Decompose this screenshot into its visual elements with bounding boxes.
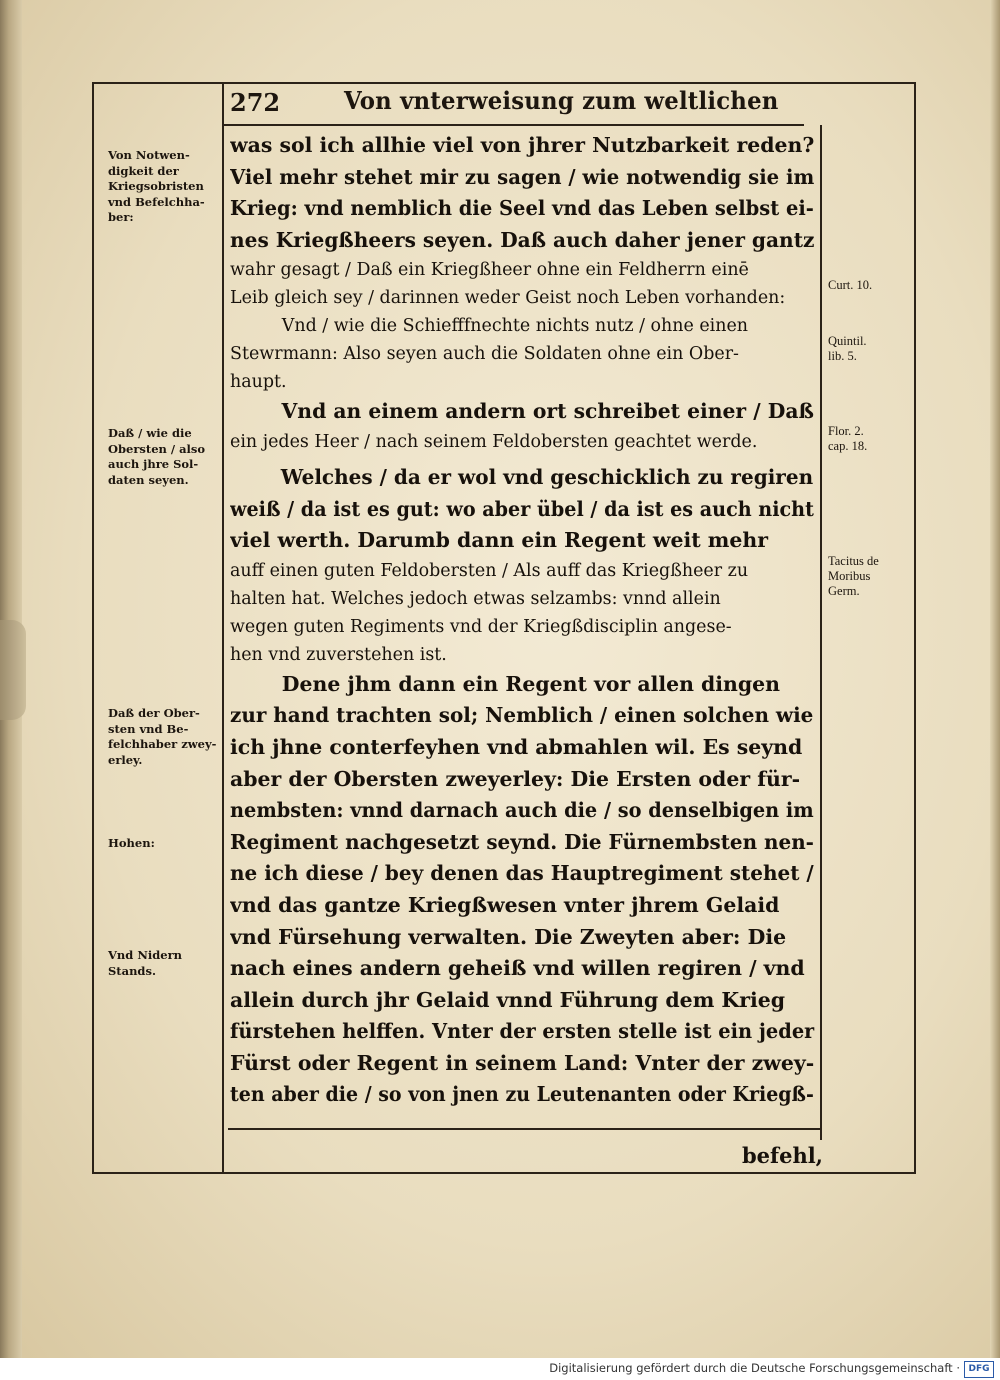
page-fore-edge: [990, 0, 1000, 1358]
text-line: auff einen guten Feldobersten / Als auff das Kriegßheer zu: [230, 560, 749, 581]
text-line: Krieg: vnd nemblich die Seel vnd das Leben selbst ei-: [230, 196, 814, 221]
text-line: Viel mehr stehet mir zu sagen / wie notwendig sie im: [230, 164, 815, 189]
left-note: [108, 706, 222, 768]
body-text: [230, 130, 816, 1111]
note-line: Obersten / also: [108, 441, 206, 456]
left-note: [108, 836, 222, 852]
note-line: Flor. 2.: [828, 424, 864, 438]
catchword: befehl,: [742, 1143, 823, 1168]
footer-rule: [228, 1128, 822, 1130]
text-line: ne ich diese / bey denen das Hauptregiment stehet /: [230, 861, 814, 886]
right-note: [828, 334, 916, 364]
page-number: 272: [230, 88, 281, 117]
note-line: Hohen:: [108, 836, 155, 850]
text-line: ein jedes Heer / nach seinem Feldobersten geachtet werde.: [230, 431, 758, 452]
funding-credit: Digitalisierung gefördert durch die Deutsche Forschungsgemeinschaft ·: [549, 1361, 960, 1375]
text-line: fürstehen helffen. Vnter der ersten stelle ist ein jeder: [230, 1019, 815, 1044]
note-line: Vnd Nidern: [108, 948, 182, 962]
note-line: vnd Befelchha-: [108, 194, 205, 209]
text-line: wahr gesagt / Daß ein Kriegßheer ohne ein Feldherrn einē: [230, 260, 749, 281]
right-note: [828, 278, 916, 293]
text-line: ten aber die / so von jnen zu Leutenanten oder Kriegß-: [230, 1082, 814, 1107]
text-line: hen vnd zuverstehen ist.: [230, 644, 447, 665]
note-line: auch jhre Sol-: [108, 457, 199, 471]
text-line: ich jhne conterfeyhen vnd abmahlen wil. Es seynd: [230, 734, 803, 759]
text-line: Vnd / wie die Schiefffnechte nichts nutz / ohne einen: [281, 316, 749, 337]
text-line: viel werth. Darumb dann ein Regent weit mehr: [230, 528, 769, 553]
left-note: [108, 426, 222, 488]
text-line: allein durch jhr Gelaid vnnd Führung dem Krieg: [230, 987, 786, 1012]
note-line: ber:: [108, 210, 134, 224]
text-line: nach eines andern geheiß vnd willen regiren / vnd: [230, 956, 805, 981]
text-line: vnd Fürsehung verwalten. Die Zweyten aber: Die: [230, 924, 787, 949]
text-line: Welches / da er wol vnd geschicklich zu regiren: [280, 464, 814, 489]
footer-bar: [0, 1358, 1000, 1380]
note-line: sten vnd Be-: [108, 721, 189, 736]
text-line: was sol ich allhie viel von jhrer Nutzbarkeit reden?: [230, 133, 815, 157]
text-line: Dene jhm dann ein Regent vor allen dingen: [281, 671, 781, 696]
left-margin-rule: [222, 82, 224, 1174]
text-line: haupt.: [230, 372, 287, 393]
note-line: Germ.: [828, 584, 860, 598]
note-line: Tacitus de: [828, 554, 879, 568]
note-line: Curt. 10.: [828, 278, 873, 292]
note-line: Stands.: [108, 963, 156, 978]
text-line: halten hat. Welches jedoch etwas selzambs: vnnd allein: [230, 588, 721, 609]
text-line: aber der Obersten zweyerley: Die Ersten oder für-: [230, 766, 801, 791]
text-line: Fürst oder Regent in seinem Land: Vnter der zwey-: [230, 1050, 815, 1075]
note-line: Quintil.: [828, 334, 867, 348]
header-rule: [222, 124, 804, 126]
note-line: cap. 18.: [828, 439, 868, 453]
note-line: felchhaber zwey-: [108, 737, 217, 751]
note-line: erley.: [108, 752, 143, 767]
bookmark-tab: [0, 620, 26, 720]
left-note: [108, 148, 222, 226]
note-line: Moribus: [828, 569, 871, 583]
right-margin-rule: [820, 125, 822, 1140]
note-line: digkeit der: [108, 163, 179, 178]
note-line: Daß der Ober-: [108, 706, 200, 720]
page-header: [222, 80, 822, 122]
dfg-logo: DFG: [964, 1361, 994, 1378]
left-note: [108, 948, 222, 979]
text-line: nembsten: vnnd darnach auch die / so denselbigen im: [230, 798, 814, 823]
note-line: lib. 5.: [828, 349, 857, 363]
text-line: nes Kriegßheers seyen. Daß auch daher jener gantz: [230, 227, 815, 252]
note-line: Daß / wie die: [108, 426, 192, 440]
text-line: wegen guten Regiments vnd der Kriegßdisciplin angese-: [230, 616, 732, 637]
text-line: Vnd an einem andern ort schreibet einer / Daß: [281, 399, 814, 424]
right-note: [828, 554, 916, 599]
note-line: Von Notwen-: [108, 148, 190, 162]
running-head: Von vnterweisung zum weltlichen: [344, 86, 779, 115]
note-line: daten seyen.: [108, 472, 189, 487]
text-line: zur hand trachten sol; Nemblich / einen solchen wie: [230, 703, 814, 728]
note-line: Kriegsobristen: [108, 179, 204, 193]
text-line: Regiment nachgesetzt seynd. Die Fürnembsten nen-: [230, 829, 814, 854]
text-line: Leib gleich sey / darinnen weder Geist noch Leben vorhanden:: [230, 288, 786, 309]
text-line: vnd das gantze Kriegßwesen vnter jhrem Gelaid: [230, 892, 780, 917]
text-line: weiß / da ist es gut: wo aber übel / da ist es auch nicht: [230, 496, 814, 521]
text-line: Stewrmann: Also seyen auch die Soldaten ohne ein Ober-: [230, 344, 739, 365]
right-note: [828, 424, 916, 454]
